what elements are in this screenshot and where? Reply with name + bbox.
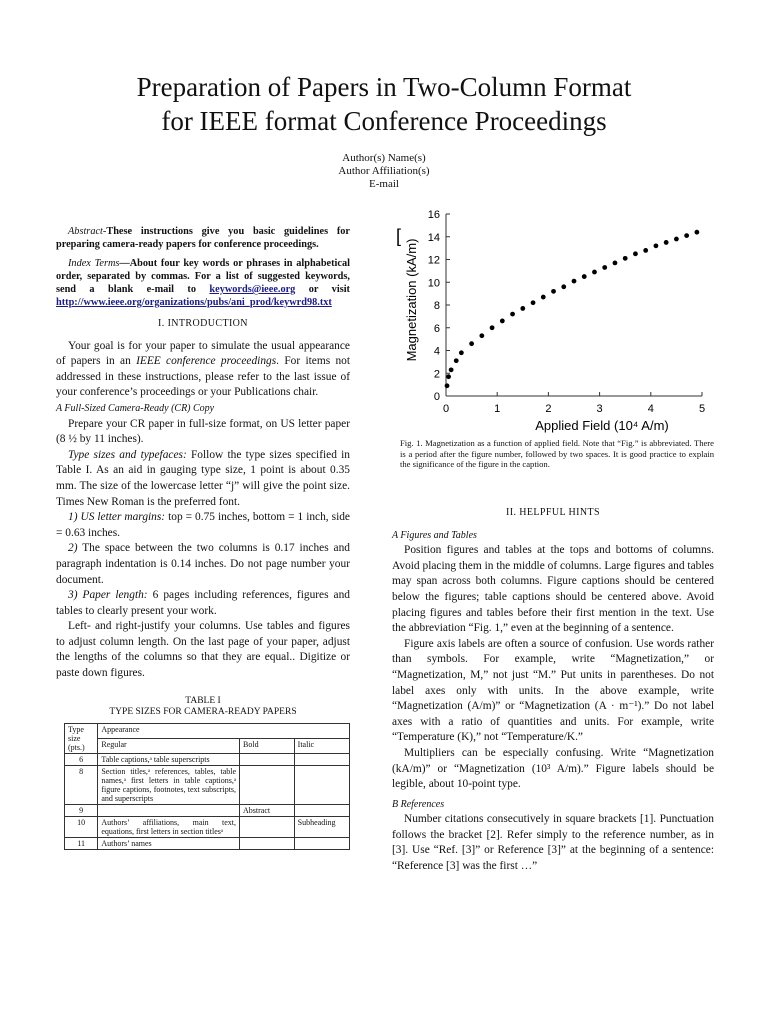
data-point	[592, 270, 597, 275]
data-point	[684, 233, 689, 238]
data-point	[633, 251, 638, 256]
chart-marker: [	[396, 226, 402, 246]
data-point	[446, 374, 451, 379]
table-row: 8 Section titles,ᵃ references, tables, table names,ᵃ first letters in table captions,ᵃ figure captions, footnotes, text subscripts, and superscripts	[65, 765, 350, 804]
paragraph: Position figures and tables at the tops and bottoms of columns. Avoid placing them in the middle of columns. Large figures and tables may span across both columns. Figure captions should be centered below the figures; table captions should be centered above. Avoid placing figures and tables before their first mention in the text. Use the abbreviation “Fig. 1,” even at the beginning of a sentence.	[392, 544, 714, 635]
y-tick-label: 4	[433, 345, 440, 358]
chart-axes	[428, 209, 705, 415]
table-label: TABLE I	[185, 695, 221, 706]
data-point	[582, 274, 587, 279]
data-point	[541, 295, 546, 300]
data-point	[643, 248, 648, 253]
data-point	[654, 243, 659, 248]
abstract-text: These instructions give you basic guidelines for preparing camera-ready papers for conference proceedings.	[56, 226, 350, 250]
table-row: 11 Authors’ names	[65, 837, 350, 849]
author-block	[240, 152, 528, 191]
title-line-2: for IEEE format Conference Proceedings	[161, 106, 607, 136]
right-column	[392, 498, 714, 875]
index-terms: Index Terms—About four key words or phrases in alphabetical order, separated by commas. For a list of suggested keywords, send a blank e-mail to keywords@ieee.org or visit http://www.ieee.org/organizations/pubs/ani_prod/keywrd98.txt	[56, 258, 350, 308]
table-row: 6 Table captions,ᵃ table superscripts	[65, 753, 350, 765]
author-affiliation: Author Affiliation(s)	[338, 165, 430, 177]
data-point	[479, 333, 484, 338]
table-row: 10 Authors’ affiliations, main text, equations, first letters in section titlesᵃ Subheading	[65, 816, 350, 837]
paragraph: 1) US letter margins: top = 0.75 inches, bottom = 1 inch, side = 0.63 inches.	[56, 511, 350, 539]
paragraph: Multipliers can be especially confusing. Write “Magnetization (kA/m)” or “Magnetization (10³ A/m).” Figure labels should be legible, about 10-point type.	[392, 746, 714, 791]
type-size-table	[64, 723, 350, 850]
data-point	[674, 237, 679, 242]
keywords-url-link[interactable]: http://www.ieee.org/organizations/pubs/ani_prod/keywrd98.txt	[56, 297, 332, 308]
subsection-heading-references: B References	[392, 798, 445, 810]
x-tick-label: 3	[596, 403, 603, 415]
magnetization-chart	[392, 202, 720, 434]
data-point	[445, 383, 450, 388]
paragraph: Number citations consecutively in square brackets [1]. Punctuation follows the bracket [2]. Refer simply to the reference number, as in [3]. Use “Ref. [3]” or Reference [3]” at the beginning of a sentence: “Reference [3] was the first …”	[392, 813, 714, 873]
table-header-type-size: Type size (pts.)	[65, 723, 98, 753]
x-tick-label: 5	[698, 403, 706, 415]
y-tick-label: 0	[433, 391, 440, 403]
intro-paragraph: Your goal is for your paper to simulate the usual appearance of papers in an IEEE conference proceedings. For items not addressed in these instructions, please refer to the last issue of your conference’s proceedings or your Publications chair.	[56, 339, 351, 399]
table-header-regular: Regular	[98, 738, 240, 753]
author-names: Author(s) Name(s)	[342, 152, 426, 164]
subsection-heading-figures-tables: A Figures and Tables	[392, 529, 477, 541]
figure-caption: Fig. 1. Magnetization as a function of applied field. Note that “Fig.” is abbreviated. There is a period after the figure number, followed by two spaces. It is good practice to explain the significance of the figure in the caption.	[400, 438, 714, 469]
x-tick-label: 1	[494, 403, 501, 415]
data-point	[694, 230, 699, 235]
author-email: E-mail	[369, 178, 399, 190]
chart-y-label: Magnetization (kA/m)	[404, 238, 419, 362]
data-point	[531, 300, 536, 305]
data-point	[459, 350, 464, 355]
data-point	[500, 319, 505, 324]
data-point	[490, 325, 495, 330]
data-point	[572, 279, 577, 284]
chart-points	[445, 230, 700, 388]
y-tick-label: 12	[427, 254, 440, 267]
abstract-label: Abstract-	[68, 226, 107, 237]
data-point	[454, 358, 459, 363]
table-header-italic: Italic	[294, 738, 349, 753]
keywords-email-link[interactable]: keywords@ieee.org	[209, 284, 296, 295]
paragraph: Left- and right-justify your columns. Use tables and figures to adjust column length. On the last page of your paper, adjust the lengths of the columns so that they are equal.. Digitize or paste down figures.	[56, 620, 350, 680]
data-point	[623, 256, 628, 261]
left-column	[56, 225, 350, 850]
data-point	[520, 306, 525, 311]
paragraph: Figure axis labels are often a source of confusion. Use words rather than symbols. For example, write “Magnetization,” or “Magnetization, M,” not just “M.” Put units in parentheses. Do not label axes only with units. In the above example, write “Magnetization (A/m)” or “Magnetization (A · m⁻¹).” Do not label axes with a ratio of quantities and units. For example, write “Temperature (K),” not “Temperature/K.”	[392, 637, 714, 744]
y-tick-label: 8	[433, 300, 440, 312]
data-point	[469, 341, 474, 346]
paper-title	[40, 70, 728, 138]
table-title	[56, 696, 350, 718]
y-tick-label: 10	[427, 277, 440, 290]
data-point	[510, 312, 515, 317]
table-header-bold: Bold	[240, 738, 295, 753]
paragraph: Type sizes and typefaces: Follow the type sizes specified in Table I. As an aid in gauging type size, 1 point is about 0.35 mm. The size of the lowercase letter “j” will give the point size. Times New Roman is the preferred font.	[56, 448, 350, 508]
paragraph: 3) Paper length: 6 pages including references, figures and tables to clearly present your work.	[56, 589, 350, 617]
x-tick-label: 0	[442, 403, 450, 415]
data-point	[664, 240, 669, 245]
title-line-1: Preparation of Papers in Two-Column Format	[136, 72, 632, 102]
index-terms-label: Index Terms	[68, 258, 120, 269]
data-point	[551, 289, 556, 294]
section-heading-helpful-hints: II. HELPFUL HINTS	[506, 507, 600, 518]
y-tick-label: 14	[427, 231, 440, 244]
data-point	[561, 284, 566, 289]
section-heading-introduction: I. INTRODUCTION	[158, 318, 248, 329]
data-point	[602, 265, 607, 270]
table-row: 9 Abstract	[65, 804, 350, 816]
y-tick-label: 6	[433, 322, 440, 335]
chart-x-label: Applied Field (10⁴ A/m)	[535, 418, 669, 433]
data-point	[613, 261, 618, 266]
data-point	[449, 367, 454, 372]
x-tick-label: 2	[545, 403, 552, 415]
abstract	[56, 225, 350, 251]
paragraph: 2) The space between the two columns is 0.17 inches and paragraph indentation is 0.14 inches. Do not page number your document.	[56, 542, 350, 586]
x-tick-label: 4	[647, 403, 654, 415]
paragraph: Prepare your CR paper in full-size format, on US letter paper (8 ½ by 11 inches).	[56, 417, 350, 446]
y-tick-label: 16	[427, 209, 440, 221]
y-tick-label: 2	[433, 368, 440, 381]
subsection-heading-cr-copy: A Full-Sized Camera-Ready (CR) Copy	[56, 402, 215, 414]
table-header-appearance: Appearance	[98, 723, 350, 738]
table-caption: TYPE SIZES FOR CAMERA-READY PAPERS	[109, 706, 297, 717]
